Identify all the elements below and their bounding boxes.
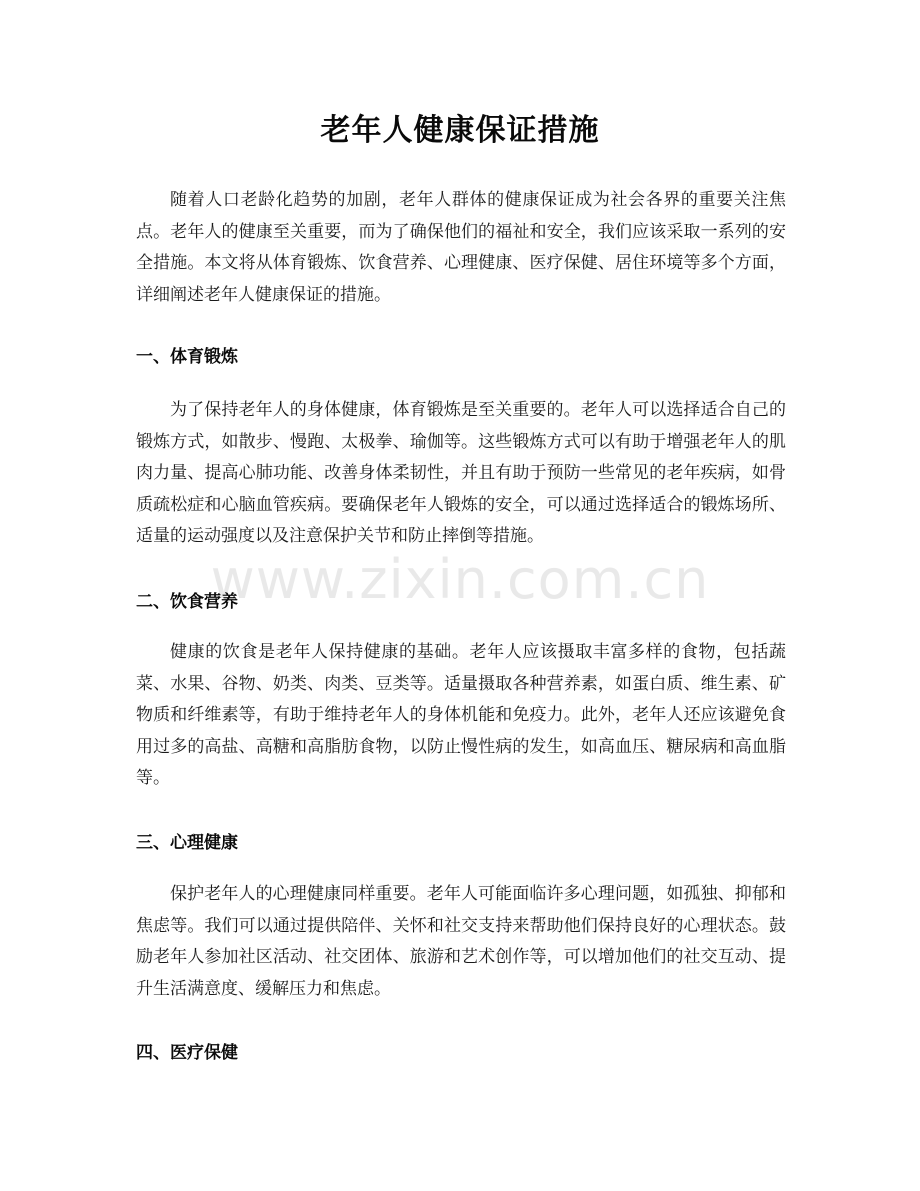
document-title: 老年人健康保证措施	[320, 113, 600, 148]
section-heading-mental-health: 三、心理健康	[136, 833, 238, 853]
section-heading-exercise: 一、体育锻炼	[136, 347, 238, 367]
section-heading-nutrition: 二、饮食营养	[136, 592, 238, 612]
section-heading-medical-care: 四、医疗保健	[136, 1043, 238, 1063]
section-body-exercise: 为了保持老年人的身体健康，体育锻炼是至关重要的。老年人可以选择适合自己的锻炼方式，如散步、慢跑、太极拳、瑜伽等。这些锻炼方式可以有助于增强老年人的肌肉力量、提高心肺功能、改善身体柔韧性，并且有助于预防一些常见的老年疾病，如骨质疏松症和心脑血管疾病。要确保老年人锻炼的安全，可以通过选择适合的锻炼场所、适量的运动强度以及注意保护关节和防止摔倒等措施。	[136, 400, 786, 546]
watermark: www.zixin.com.cn	[210, 548, 710, 611]
intro-paragraph: 随着人口老龄化趋势的加剧，老年人群体的健康保证成为社会各界的重要关注焦点。老年人的健康至关重要，而为了确保他们的福祉和安全，我们应该采取一系列的安全措施。本文将从体育锻炼、饮食营养、心理健康、医疗保健、居住环境等多个方面，详细阐述老年人健康保证的措施。	[136, 190, 786, 305]
section-body-nutrition: 健康的饮食是老年人保持健康的基础。老年人应该摄取丰富多样的食物，包括蔬菜、水果、谷物、奶类、肉类、豆类等。适量摄取各种营养素，如蛋白质、维生素、矿物质和纤维素等，有助于维持老年人的身体机能和免疫力。此外，老年人还应该避免食用过多的高盐、高糖和高脂肪食物，以防止慢性病的发生，如高血压、糖尿病和高血脂等。	[136, 642, 786, 788]
section-body-mental-health: 保护老年人的心理健康同样重要。老年人可能面临许多心理问题，如孤独、抑郁和焦虑等。我们可以通过提供陪伴、关怀和社交支持来帮助他们保持良好的心理状态。鼓励老年人参加社区活动、社交团体、旅游和艺术创作等，可以增加他们的社交互动、提升生活满意度、缓解压力和焦虑。	[136, 884, 786, 999]
